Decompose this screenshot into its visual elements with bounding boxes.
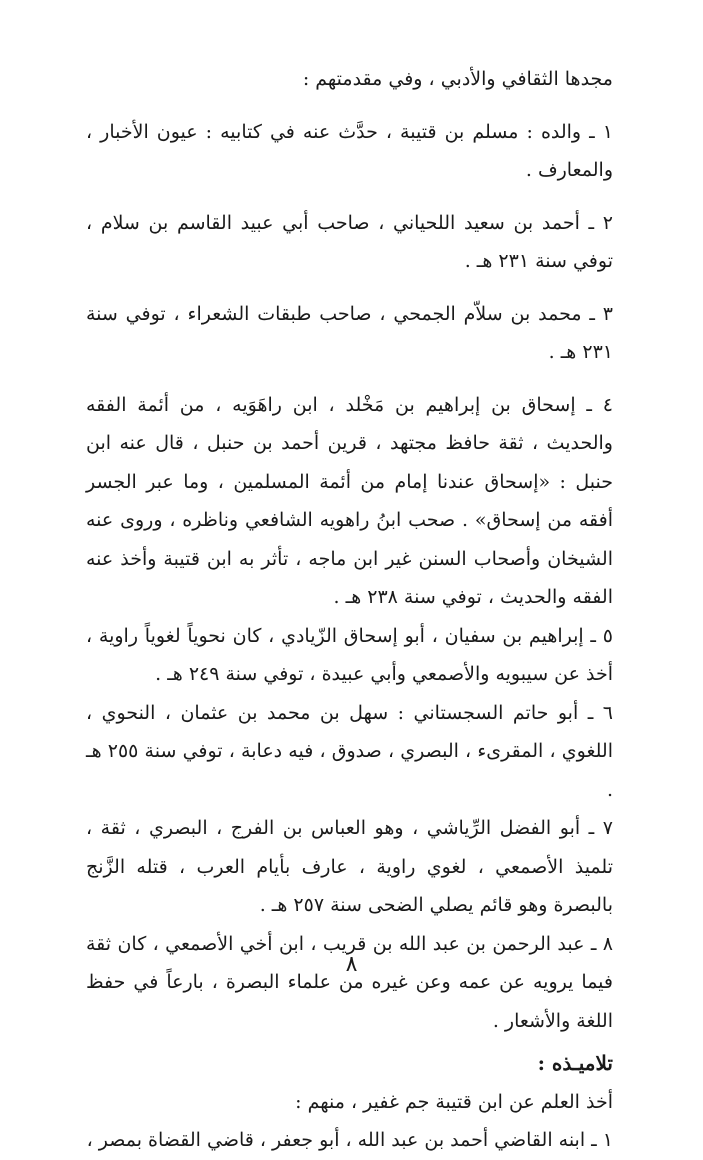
teacher-item-1: ١ ـ والده : مسلم بن قتيبة ، حدَّث عنه في كتابيه : عيون الأخبار ، والمعارف . — [86, 120, 613, 181]
intro-paragraph: مجدها الثقافي والأدبي ، وفي مقدمتهم : — [302, 68, 613, 90]
students-heading: تلاميـذه : — [537, 1051, 613, 1075]
students-intro: أخذ العلم عن ابن قتيبة جم غفير ، منهم : — [295, 1090, 613, 1113]
page-body — [86, 60, 613, 1160]
page-number: ٨ — [345, 952, 358, 977]
teacher-item-8: ٨ ـ عبد الرحمن بن عبد الله بن قريب ، ابن أخي الأصمعي ، كان ثقة فيما يرويه عن عمه وعن غيره من علماء البصرة ، بارعاً في حفظ اللغة والأشعار . — [86, 932, 613, 1032]
teacher-item-5: ٥ ـ إبراهيم بن سفيان ، أبو إسحاق الزّيادي ، كان نحوياً لغوياً راوية ، أخذ عن سيبويه والأصمعي وأبي عبيدة ، توفي سنة ٢٤٩ هـ . — [86, 624, 613, 685]
teacher-item-7: ٧ ـ أبو الفضل الرِّياشي ، وهو العباس بن الفرج ، البصري ، ثقة ، تلميذ الأصمعي ، لغوي راوية ، عارف بأيام العرب ، قتله الزَّنج بالبصرة وهو قائم يصلي الضحى سنة ٢٥٧ هـ . — [86, 817, 613, 916]
student-item-1: ١ ـ ابنه القاضي أحمد بن عبد الله ، أبو جعفر ، قاضي القضاة بمصر ، — [86, 1129, 613, 1151]
teacher-item-6: ٦ ـ أبو حاتم السجستاني : سهل بن محمد بن عثمان ، النحوي ، اللغوي ، المقرىء ، البصري ، صدوق ، فيه دعابة ، توفي سنة ٢٥٥ هـ . — [86, 701, 613, 801]
teacher-item-3: ٣ ـ محمد بن سلاّم الجمحي ، صاحب طبقات الشعراء ، توفي سنة ٢٣١ هـ . — [86, 302, 613, 363]
teacher-item-4: ٤ ـ إسحاق بن إبراهيم بن مَخْلد ، ابن راهَوَيه ، من أئمة الفقه والحديث ، ثقة حافظ مجتهد ، قرين أحمد بن حنبل ، قال عنه ابن حنبل : «إسحاق عندنا إمام من أئمة المسلمين ، وما عبر الجسر أفقه من إسحاق» . صحب ابنُ راهويه الشافعي وناظره ، وروى عنه الشيخان وأصحاب السنن غير ابن ماجه ، تأثر به ابن قتيبة وأخذ عنه الفقه والحديث ، توفي سنة ٢٣٨ هـ . — [86, 393, 613, 608]
teacher-item-2: ٢ ـ أحمد بن سعيد اللحياني ، صاحب أبي عبيد القاسم بن سلام ، توفي سنة ٢٣١ هـ . — [86, 211, 613, 272]
